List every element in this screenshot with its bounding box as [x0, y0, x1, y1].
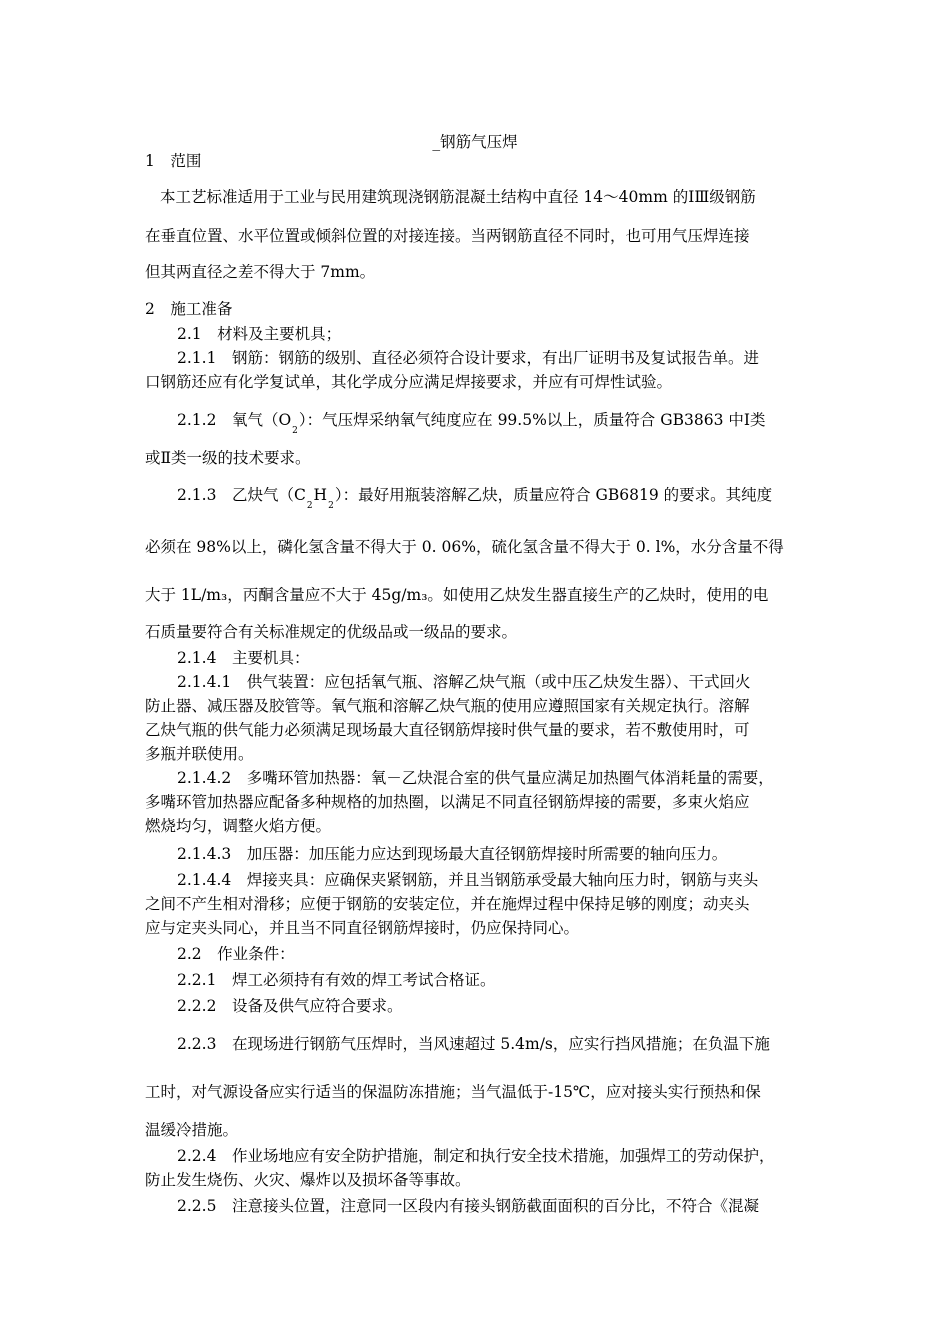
acetylene-subscript-2: 2 — [328, 501, 334, 511]
text-line: 本工艺标准适用于工业与民用建筑现浇钢筋混凝土结构中直径 14～40mm 的ⅠⅢ级钢筋 — [160, 188, 756, 206]
text-line: 2.2.4 作业场地应有安全防护措施，制定和执行安全技术措施，加强焊工的劳动保护， — [177, 1147, 775, 1165]
text-line: 2.1 材料及主要机具； — [177, 325, 342, 343]
text-line: 2.1.4.1 供气装置：应包括氧气瓶、溶解乙炔气瓶（或中压乙炔发生器）、干式回火 — [177, 673, 751, 691]
text-line: 或Ⅱ类一级的技术要求。 — [145, 449, 311, 467]
text-line: 2.1.4 主要机具： — [177, 649, 310, 667]
acetylene-mid: H — [313, 486, 328, 504]
text-line: 2.1.4.3 加压器：加压能力应达到现场最大直径钢筋焊接时所需要的轴向压力。 — [177, 845, 728, 863]
text-line: 但其两直径之差不得大于 7mm。 — [145, 263, 376, 281]
text-line: 之间不产生相对滑移；应便于钢筋的安装定位，并在施焊过程中保持足够的刚度；动夹头 — [145, 895, 750, 913]
text-line: 2.2.2 设备及供气应符合要求。 — [177, 997, 403, 1015]
text-line: 口钢筋还应有化学复试单，其化学成分应满足焊接要求，并应有可焊性试验。 — [145, 373, 673, 391]
text-line: 防止器、减压器及胶管等。氧气瓶和溶解乙炔气瓶的使用应遵照国家有关规定执行。溶解 — [145, 697, 750, 715]
text-line: 在垂直位置、水平位置或倾斜位置的对接连接。当两钢筋直径不同时，也可用气压焊连接 — [145, 227, 750, 245]
text-line: 防止发生烧伤、火灾、爆炸以及损坏备等事故。 — [145, 1171, 471, 1189]
text-line: 应与定夹头同心，并且当不同直径钢筋焊接时，仍应保持同心。 — [145, 919, 580, 937]
text-line: 工时，对气源设备应实行适当的保温防冻措施；当气温低于-15℃，应对接头实行预热和保 — [145, 1083, 761, 1101]
acetylene-pre: 2.1.3 乙炔气（C — [177, 486, 306, 504]
text-line: 2.2.1 焊工必须持有有效的焊工考试合格证。 — [177, 971, 496, 989]
text-line: 2.2.5 注意接头位置，注意同一区段内有接头钢筋截面面积的百分比，不符合《混凝 — [177, 1197, 759, 1215]
text-line: 2 施工准备 — [145, 300, 233, 318]
text-line: 多瓶并联使用。 — [145, 745, 254, 763]
text-line: 石质量要符合有关标准规定的优级品或一级品的要求。 — [145, 623, 518, 641]
text-line: 2.1.1 钢筋：钢筋的级别、直径必须符合设计要求，有出厂证明书及复试报告单。进 — [177, 349, 759, 367]
text-line: 多嘴环管加热器应配备多种规格的加热圈，以满足不同直径钢筋焊接的需要，多束火焰应 — [145, 793, 750, 811]
acetylene-subscript-1: 2 — [306, 501, 313, 511]
oxygen-pre: 2.1.2 氧气（O — [177, 411, 292, 429]
text-line: 2.1.4.4 焊接夹具：应确保夹紧钢筋，并且当钢筋承受最大轴向压力时，钢筋与夹头 — [177, 871, 759, 889]
text-line: 2.1.4.2 多嘴环管加热器：氧－乙炔混合室的供气量应满足加热圈气体消耗量的需要， — [177, 769, 774, 787]
paragraph-acetylene — [177, 484, 842, 509]
oxygen-subscript: 2 — [292, 426, 298, 436]
text-line: 2.2.3 在现场进行钢筋气压焊时，当风速超过 5.4m/s，应实行挡风措施；在负温下施 — [177, 1035, 770, 1053]
text-line: 1 范围 — [145, 152, 202, 170]
text-line: 必须在 98%以上，磷化氢含量不得大于 0. 06%，硫化氢含量不得大于 0. l%，水分含量不得 — [145, 538, 784, 556]
text-line: 2.2 作业条件： — [177, 945, 295, 963]
text-line: 乙炔气瓶的供气能力必须满足现场最大直径钢筋焊接时供气量的要求，若不敷使用时，可 — [145, 721, 750, 739]
paragraph-oxygen — [177, 409, 842, 434]
text-line: 温缓冷措施。 — [145, 1121, 239, 1139]
document-title: _钢筋气压焊 — [432, 133, 518, 151]
text-line: 大于 1L/m₃，丙酮含量应不大于 45g/m₃。如使用乙炔发生器直接生产的乙炔时，使用的电 — [145, 586, 769, 604]
text-line: 燃烧均匀，调整火焰方便。 — [145, 817, 332, 835]
oxygen-post: ）：气压焊采纳氧气纯度应在 99.5%以上，质量符合 GB3863 中Ⅰ类 — [298, 411, 766, 429]
acetylene-post: ）：最好用瓶装溶解乙炔，质量应符合 GB6819 的要求。其纯度 — [334, 486, 773, 504]
